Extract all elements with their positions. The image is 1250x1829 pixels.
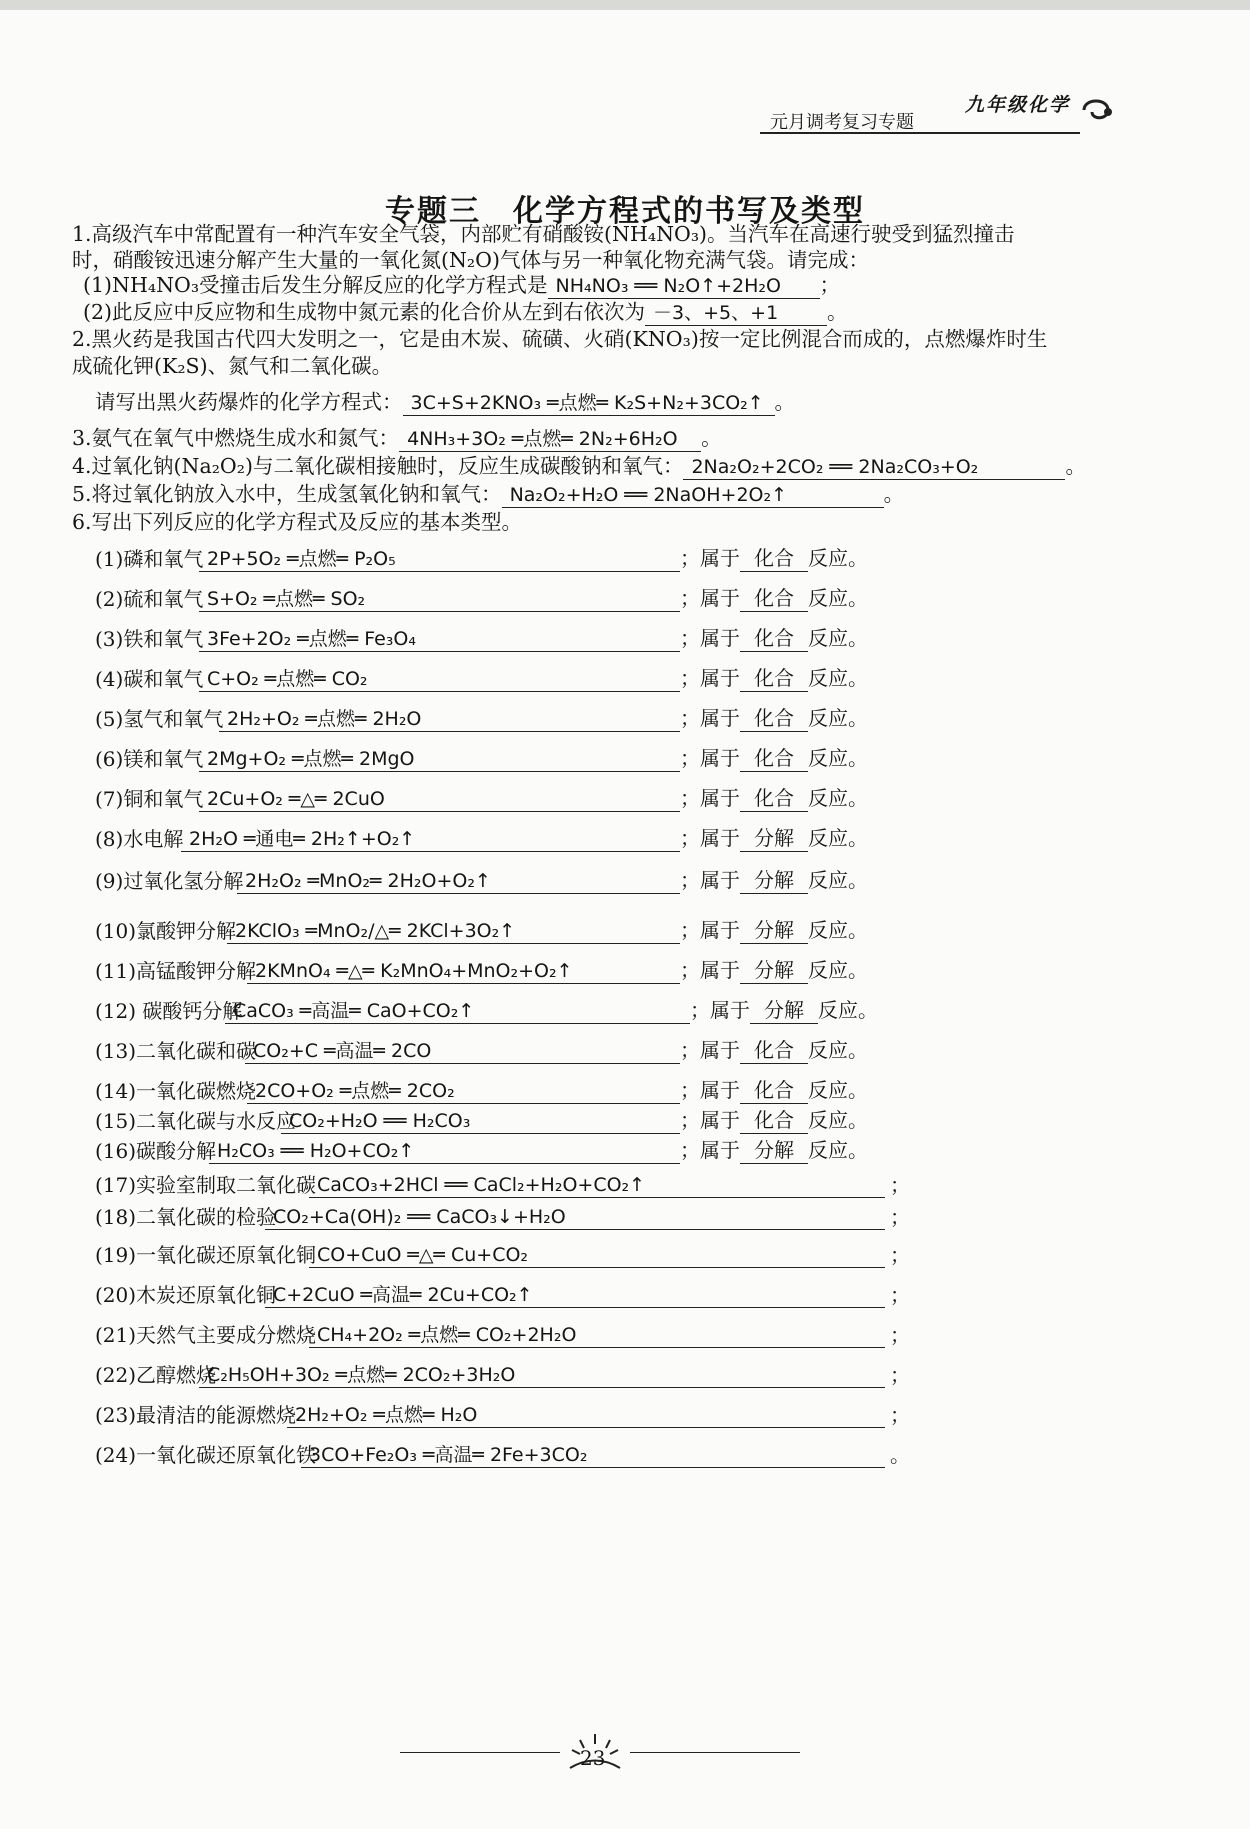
reaction-suffix: 反应。	[808, 1108, 868, 1132]
q2-answer: 3C+S+2KNO₃ ═点燃═ K₂S+N₂+3CO₂↑	[403, 391, 775, 416]
reaction-label: (22)乙醇燃烧	[95, 1363, 217, 1387]
q2-end: 。	[774, 390, 795, 414]
reaction-tail	[680, 867, 868, 894]
reaction-row	[95, 538, 995, 572]
q3-line	[72, 424, 722, 452]
q2-prompt: 请写出黑火药爆炸的化学方程式：	[95, 390, 403, 414]
reaction-tail	[680, 705, 868, 732]
reaction-row	[95, 950, 995, 984]
reaction-label: (5)氢气和氧气	[95, 707, 224, 731]
reaction-suffix: 反应。	[808, 586, 868, 610]
q5-answer: Na₂O₂+H₂O ══ 2NaOH+2O₂↑	[502, 483, 884, 508]
reaction-row	[95, 738, 995, 772]
q5-end: 。	[883, 482, 905, 506]
scan-edge	[0, 0, 1250, 10]
reaction-equation: 2Mg+O₂ ═点燃═ 2MgO	[199, 746, 680, 772]
reaction-label: (16)碳酸分解	[95, 1139, 217, 1163]
reaction-suffix: 反应。	[808, 1038, 868, 1062]
header-swirl-icon	[1078, 92, 1114, 128]
reaction-equation: CO₂+C ═高温═ 2CO	[245, 1038, 680, 1064]
belongs-label: ；属于	[680, 1108, 740, 1132]
reaction-tail	[680, 825, 868, 852]
reaction-label: (12) 碳酸钙分解	[95, 999, 243, 1023]
reaction-equation: 2KClO₃ ═MnO₂/△═ 2KCl+3O₂↑	[227, 918, 680, 944]
reaction-equation: C₂H₅OH+3O₂ ═点燃═ 2CO₂+3H₂O	[199, 1362, 885, 1388]
reaction-row	[95, 1354, 1055, 1388]
reaction-suffix: 反应。	[808, 868, 868, 892]
reaction-end: ；	[890, 1363, 910, 1387]
reaction-type: 化合	[740, 1107, 808, 1134]
reaction-end: ；	[890, 1205, 910, 1229]
reaction-suffix: 反应。	[808, 786, 868, 810]
reaction-equation: CO₂+H₂O ══ H₂CO₃	[281, 1108, 680, 1134]
reaction-type: 化合	[740, 745, 808, 772]
reaction-row	[95, 1070, 995, 1104]
reaction-tail	[680, 585, 868, 612]
page-number: 23	[580, 1746, 606, 1770]
reaction-tail	[680, 545, 868, 572]
reaction-row	[95, 910, 995, 944]
q4-line	[72, 452, 1086, 480]
belongs-label: ；属于	[680, 706, 740, 730]
reaction-label: (13)二氧化碳和碳	[95, 1039, 257, 1063]
reaction-equation: 3CO+Fe₂O₃ ═高温═ 2Fe+3CO₂	[301, 1442, 885, 1468]
q2-answer-line	[95, 388, 795, 416]
reaction-suffix: 反应。	[808, 746, 868, 770]
reaction-row	[95, 1234, 1055, 1268]
reaction-equation: 2H₂+O₂ ═点燃═ H₂O	[287, 1402, 885, 1428]
reaction-row	[95, 1100, 995, 1134]
q1-part2-end: 。	[827, 300, 848, 324]
q1-part1-answer: NH₄NO₃ ══ N₂O↑+2H₂O	[548, 274, 820, 299]
reaction-type: 化合	[740, 545, 808, 572]
reaction-equation: 2H₂+O₂ ═点燃═ 2H₂O	[219, 706, 680, 732]
belongs-label: ；属于	[680, 626, 740, 650]
reaction-row	[95, 778, 995, 812]
reaction-tail	[680, 785, 868, 812]
reaction-row	[95, 618, 995, 652]
reaction-label: (19)一氧化碳还原氧化铜	[95, 1243, 317, 1267]
reaction-type: 化合	[740, 1077, 808, 1104]
reaction-equation: 2Cu+O₂ ═△═ 2CuO	[199, 786, 680, 812]
belongs-label: ；属于	[680, 958, 740, 982]
reaction-type: 化合	[740, 665, 808, 692]
reaction-equation: 2P+5O₂ ═点燃═ P₂O₅	[199, 546, 680, 572]
belongs-label: ；属于	[680, 586, 740, 610]
page-footer	[400, 1738, 800, 1778]
reaction-suffix: 反应。	[808, 1078, 868, 1102]
reaction-label: (14)一氧化碳燃烧	[95, 1079, 257, 1103]
belongs-label: ；属于	[680, 826, 740, 850]
reaction-label: (2)硫和氧气	[95, 587, 204, 611]
reaction-label: (1)磷和氧气	[95, 547, 204, 571]
reaction-suffix: 反应。	[808, 546, 868, 570]
reaction-end: ；	[890, 1403, 910, 1427]
reaction-suffix: 反应。	[808, 826, 868, 850]
page-title: 专题三 化学方程式的书写及类型	[385, 194, 865, 229]
q1-part1	[83, 271, 840, 299]
reaction-end: 。	[890, 1443, 910, 1467]
q1-part2	[83, 298, 848, 326]
reaction-row	[95, 1434, 1055, 1468]
reaction-equation: CH₄+2O₂ ═点燃═ CO₂+2H₂O	[309, 1322, 885, 1348]
reaction-label: (4)碳和氧气	[95, 667, 204, 691]
q1-part2-answer: －3、+5、+1	[645, 301, 827, 326]
reaction-equation: 2H₂O₂ ═MnO₂═ 2H₂O+O₂↑	[237, 868, 680, 894]
q3-answer: 4NH₃+3O₂ ═点燃═ 2N₂+6H₂O	[399, 427, 701, 452]
reaction-type: 分解	[740, 1137, 808, 1164]
q4-prompt: 4.过氧化钠(Na₂O₂)与二氧化碳相接触时，反应生成碳酸钠和氧气：	[72, 454, 684, 478]
reaction-end: ；	[890, 1243, 910, 1267]
belongs-label: ；属于	[690, 998, 750, 1022]
footer-rule-left	[400, 1752, 560, 1753]
reaction-row	[95, 860, 995, 894]
reaction-type: 分解	[740, 957, 808, 984]
reaction-label: (17)实验室制取二氧化碳	[95, 1173, 317, 1197]
belongs-label: ；属于	[680, 1038, 740, 1062]
reaction-row	[95, 1164, 1055, 1198]
q6-text: 6.写出下列反应的化学方程式及反应的基本类型。	[72, 510, 523, 534]
q3-end: 。	[701, 426, 722, 450]
reaction-type: 分解	[740, 867, 808, 894]
belongs-label: ；属于	[680, 746, 740, 770]
reaction-type: 分解	[750, 997, 818, 1024]
reaction-equation: CO+CuO ═△═ Cu+CO₂	[309, 1242, 885, 1268]
q2-text-line1: 2.黑火药是我国古代四大发明之一，它是由木炭、硫磺、火硝(KNO₃)按一定比例混合而成的，点燃爆炸时生	[72, 327, 1048, 351]
reaction-equation: 2KMnO₄ ═△═ K₂MnO₄+MnO₂+O₂↑	[247, 958, 680, 984]
reaction-equation: H₂CO₃ ══ H₂O+CO₂↑	[209, 1138, 680, 1164]
reaction-equation: CO₂+Ca(OH)₂ ══ CaCO₃↓+H₂O	[265, 1204, 885, 1230]
reaction-row	[95, 1394, 1055, 1428]
reaction-type: 化合	[740, 1037, 808, 1064]
reaction-label: (10)氯酸钾分解	[95, 919, 237, 943]
reaction-end: ；	[890, 1283, 910, 1307]
reaction-label: (21)天然气主要成分燃烧	[95, 1323, 317, 1347]
q5-prompt: 5.将过氧化钠放入水中，生成氢氧化钠和氧气：	[72, 482, 502, 506]
belongs-label: ；属于	[680, 868, 740, 892]
reaction-row	[95, 990, 995, 1024]
reaction-label: (18)二氧化碳的检验	[95, 1205, 277, 1229]
reaction-tail	[680, 1137, 868, 1164]
reaction-label: (3)铁和氧气	[95, 627, 204, 651]
footer-rule-right	[630, 1752, 800, 1753]
reaction-suffix: 反应。	[808, 706, 868, 730]
reaction-suffix: 反应。	[808, 958, 868, 982]
reaction-label: (7)铜和氧气	[95, 787, 204, 811]
reaction-row	[95, 1130, 995, 1164]
belongs-label: ；属于	[680, 666, 740, 690]
reaction-equation: 2CO+O₂ ═点燃═ 2CO₂	[247, 1078, 680, 1104]
belongs-label: ；属于	[680, 1138, 740, 1162]
reaction-row	[95, 1196, 1055, 1230]
belongs-label: ；属于	[680, 918, 740, 942]
belongs-label: ；属于	[680, 546, 740, 570]
reaction-row	[95, 1274, 1055, 1308]
reaction-suffix: 反应。	[808, 918, 868, 942]
reaction-equation: C+2CuO ═高温═ 2Cu+CO₂↑	[265, 1282, 885, 1308]
reaction-tail	[680, 917, 868, 944]
reaction-label: (6)镁和氧气	[95, 747, 204, 771]
q1-text-line1: 1.高级汽车中常配置有一种汽车安全气袋，内部贮有硝酸铵(NH₄NO₃)。当汽车在高速行驶受到猛烈撞击	[72, 222, 1015, 246]
q1-part2-prompt: (2)此反应中反应物和生成物中氮元素的化合价从左到右依次为	[83, 300, 646, 324]
q1-text-line2: 时，硝酸铵迅速分解产生大量的一氧化氮(N₂O)气体与另一种氧化物充满气袋。请完成：	[72, 248, 869, 272]
reaction-type: 分解	[740, 825, 808, 852]
header-subtitle: 元月调考复习专题	[770, 112, 914, 133]
reaction-equation: C+O₂ ═点燃═ CO₂	[199, 666, 680, 692]
reaction-row	[95, 698, 995, 732]
reaction-tail	[680, 745, 868, 772]
reaction-row	[95, 578, 995, 612]
reaction-equation: S+O₂ ═点燃═ SO₂	[199, 586, 680, 612]
header-series: 九年级化学	[965, 94, 1071, 116]
reaction-label: (9)过氧化氢分解	[95, 869, 244, 893]
reaction-tail	[680, 1037, 868, 1064]
belongs-label: ；属于	[680, 1078, 740, 1102]
reaction-label: (20)木炭还原氧化铜	[95, 1283, 277, 1307]
q1-part1-prompt: (1)NH₄NO₃受撞击后发生分解反应的化学方程式是	[83, 273, 548, 297]
reaction-equation: CaCO₃+2HCl ══ CaCl₂+H₂O+CO₂↑	[309, 1172, 885, 1198]
reaction-label: (23)最清洁的能源燃烧	[95, 1403, 297, 1427]
q1-part1-end: ；	[819, 273, 841, 297]
q4-answer: 2Na₂O₂+2CO₂ ══ 2Na₂CO₃+O₂	[683, 455, 1065, 480]
reaction-equation: 3Fe+2O₂ ═点燃═ Fe₃O₄	[199, 626, 680, 652]
reaction-type: 分解	[740, 917, 808, 944]
reaction-end: ；	[890, 1173, 910, 1197]
reaction-suffix: 反应。	[818, 998, 878, 1022]
reaction-suffix: 反应。	[808, 626, 868, 650]
page-header	[760, 86, 1120, 132]
reaction-end: ；	[890, 1323, 910, 1347]
reaction-label: (8)水电解	[95, 827, 184, 851]
reaction-tail	[680, 957, 868, 984]
reaction-row	[95, 1030, 995, 1064]
reaction-label: (15)二氧化碳与水反应	[95, 1109, 297, 1133]
belongs-label: ；属于	[680, 786, 740, 810]
reaction-label: (24)一氧化碳还原氧化铁	[95, 1443, 317, 1467]
reaction-tail	[680, 665, 868, 692]
reaction-equation: CaCO₃ ═高温═ CaO+CO₂↑	[225, 998, 690, 1024]
reaction-row	[95, 658, 995, 692]
reaction-label: (11)高锰酸钾分解	[95, 959, 257, 983]
reaction-tail	[690, 997, 878, 1024]
q2-text-line2: 成硫化钾(K₂S)、氮气和二氧化碳。	[72, 354, 393, 378]
reaction-type: 化合	[740, 705, 808, 732]
reaction-equation: 2H₂O ═通电═ 2H₂↑+O₂↑	[181, 826, 680, 852]
reaction-row	[95, 818, 995, 852]
reaction-suffix: 反应。	[808, 1138, 868, 1162]
q3-prompt: 3.氨气在氧气中燃烧生成水和氮气：	[72, 426, 400, 450]
q5-line	[72, 480, 904, 508]
q4-end: 。	[1065, 454, 1086, 478]
reaction-tail	[680, 625, 868, 652]
reaction-type: 化合	[740, 785, 808, 812]
header-rule	[760, 132, 1080, 134]
reaction-type: 化合	[740, 585, 808, 612]
reaction-row	[95, 1314, 1055, 1348]
reaction-suffix: 反应。	[808, 666, 868, 690]
reaction-type: 化合	[740, 625, 808, 652]
